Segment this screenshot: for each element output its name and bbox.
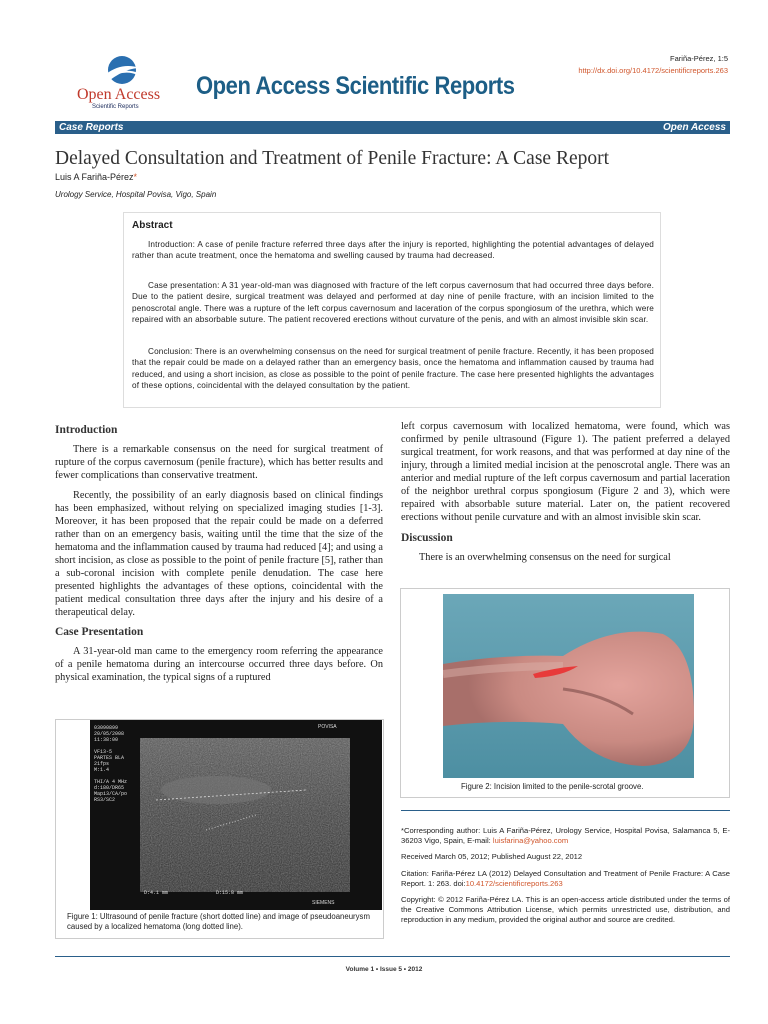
- doi-link[interactable]: http://dx.doi.org/10.4172/scientificreports.263: [578, 66, 728, 75]
- intro-paragraph-2: Recently, the possibility of an early diagnosis based on clinical findings has been emphasized, without relying on specialized imaging studies [1-3]. Moreover, it has been proposed that the repair could be made on a deferred rather than on an emergency basis, waiting until the time that the size of the hematoma and the inflammation caused by trauma had reduced [4]; and using a short incision, as close as possible to the point of penile fracture [5], rather than a sub-coronal incision with complete penile denudation. The case here presented highlights the advantages of these options, coincidental with the patient medical consultation three days after the injury and his desire of a therapeutical delay.: [55, 490, 383, 618]
- journal-title: Open Access Scientific Reports: [196, 72, 515, 100]
- right-column: [401, 420, 730, 571]
- author-mark: *: [133, 172, 138, 182]
- ultrasound-measure-2: D:15.8 mm: [216, 890, 244, 896]
- abstract-case: Case presentation: A 31 year-old-man was diagnosed with fracture of the left corpus cavernosum that had occurred three days before. Due to the patient desire, surgical treatment was delayed and performed at day nine of penile fracture, with an incision limited to the penoscrotal angle. There was a rupture of the left corpus cavernosum and laceration of the corpus spongiosum of the urethra, which were repaired with an absorbable suture. The patient recovered erections without curvature of the penis, and with an almost invisible skin scar.: [132, 281, 654, 325]
- author-line: [55, 172, 137, 182]
- case-heading: Case Presentation: [55, 626, 144, 638]
- section-label: Case Reports: [59, 122, 124, 133]
- introduction-heading: Introduction: [55, 424, 118, 436]
- access-label: Open Access: [663, 122, 726, 133]
- left-column: [55, 424, 383, 691]
- divider: [401, 810, 730, 811]
- footer-volume: Volume 1 • Issue 5 • 2012: [345, 966, 423, 973]
- copyright: Copyright: © 2012 Fariña-Pérez LA. This is an open-access article distributed under the terms of the Creative Commons Attribution License, which permits unrestricted use, distribution, and reproduction in any medium, provided the original author and source are credited.: [401, 895, 730, 925]
- discussion-paragraph-1: There is an overwhelming consensus on the need for surgical: [419, 552, 671, 563]
- corresponding-author: *Corresponding author: Luis A Fariña-Pérez, Urology Service, Hospital Povisa, Salamanca 5, E-36203 Vigo, Spain, E-mail: luisfarina@yahoo.com: [401, 826, 730, 846]
- received-dates: Received March 05, 2012; Published August 22, 2012: [401, 852, 583, 862]
- abstract-box: [123, 212, 661, 408]
- footnotes: [401, 826, 730, 932]
- figure-1-caption: Figure 1: Ultrasound of penile fracture (short dotted line) and image of pseudoaneurysm caused by a localized hematoma (long dotted line).: [67, 912, 370, 931]
- abstract-conclusion: Conclusion: There is an overwhelming consensus on the need for surgical treatment of penile fracture. Recently, it has been proposed that the repair could be made on a delayed rather than an emergency basis, once the hematoma and inflammation caused by trauma had reduced, and using a short incision, as close as possible to the point of penile fracture. The case here presented highlights the advantages of these options, coincidental with the delayed consultation by the patient.: [132, 347, 654, 391]
- surgery-photo: [443, 594, 694, 778]
- intro-paragraph-1: There is a remarkable consensus on the need for surgical treatment of rupture of the corpus cavernosum (penile fracture), which has better results and fewer complications than conservative treatment.: [55, 444, 383, 481]
- footer-divider: [55, 956, 730, 957]
- case-paragraph-continued: left corpus cavernosum with localized hematoma, were found, which was confirmed by penile ultrasound (Figure 1). The patient preferred a delayed surgical treatment, for work reasons, and that was performed at day nine of the injury, through a limited medial incision at the penoscrotal angle. There was an anterior and medial rupture of the left corpus cavernosum and partial laceration of the neighbor urethral corpus spongiosum (Figure 2 and 3), which were repaired with absorbable suture material. Later on, the patient recovered erections without penile curvature and with an almost invisible skin scar.: [401, 421, 730, 523]
- running-head: [578, 53, 728, 77]
- abstract-introduction: Introduction: A case of penile fracture referred three days after the injury is reported, highlighting the potential advantages of delayed rather than acute treatment, once the hematoma and swelling caused by trauma had decreased.: [132, 240, 654, 261]
- figure-2-caption: Figure 2: Incision limited to the penile-scrotal groove.: [461, 782, 644, 791]
- case-paragraph-1: A 31-year-old man came to the emergency room referring the appearance of a penile hematoma during an intercourse occurred three days before. On physical examination, the typical signs of a ruptured: [55, 646, 383, 683]
- abstract-heading: Abstract: [132, 220, 173, 231]
- running-head-author: Fariña-Pérez, 1:5: [670, 54, 728, 63]
- section-bar: [55, 121, 730, 134]
- citation: Citation: Fariña-Pérez LA (2012) Delayed Consultation and Treatment of Penile Fracture: A Case Report. 1: 263. doi:10.4172/scientificreports.263: [401, 868, 730, 888]
- discussion-heading: Discussion: [401, 532, 453, 544]
- article-title: Delayed Consultation and Treatment of Penile Fracture: A Case Report: [55, 148, 610, 169]
- ultrasound-siemens: SIEMENS: [312, 900, 335, 906]
- figure-2: [400, 588, 730, 798]
- affiliation: Urology Service, Hospital Povisa, Vigo, Spain: [55, 190, 217, 199]
- logo-subtitle: Scientific Reports: [92, 104, 139, 110]
- ultrasound-settings: 03090899 20/05/2008 11:38:00 VF13-5 PARTES BLA 21fps M:1.4 THI/A 4 MHz d:180/DR65 Mapi3/CA/po RS3/SC2: [94, 725, 128, 803]
- figure-1: [55, 719, 384, 939]
- ultrasound-brand: POVISA: [318, 724, 337, 730]
- citation-doi-link[interactable]: 10.4172/scientificreports.263: [465, 878, 563, 888]
- author-name: Luis A Fariña-Pérez: [55, 172, 134, 182]
- ultrasound-measure-1: D:4.1 mm: [144, 890, 169, 896]
- logo-title: Open Access: [77, 86, 161, 103]
- email-link[interactable]: luisfarina@yahoo.com: [492, 836, 569, 846]
